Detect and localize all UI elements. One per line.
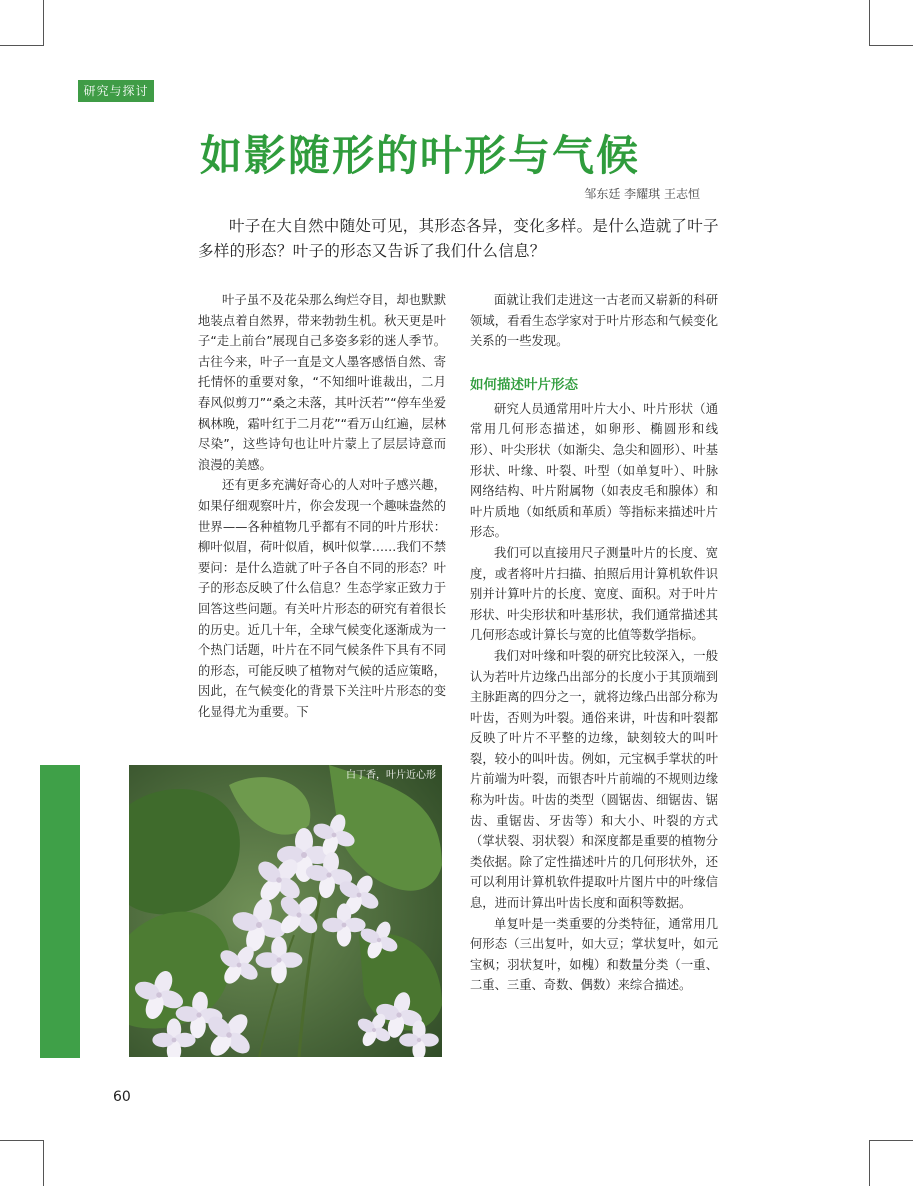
- lilac-illustration: [129, 765, 442, 1057]
- crop-mark: [869, 1140, 913, 1141]
- right-column: [470, 290, 718, 996]
- article-title: 如影随形的叶形与气候: [200, 131, 641, 180]
- decorative-green-bar: [40, 765, 80, 1058]
- crop-mark: [869, 1140, 870, 1186]
- paragraph: 面就让我们走进这一古老而又崭新的科研领域，看看生态学家对于叶片形态和气候变化关系的一些发现。: [470, 293, 718, 349]
- paragraph: 还有更多充满好奇心的人对叶子感兴趣，如果仔细观察叶片，你会发现一个趣味盎然的世界——各种植物几乎都有不同的叶片形状：柳叶似眉，荷叶似盾，枫叶似掌……我们不禁要问：是什么造就了叶子各自不同的形态？叶子的形态反映了什么信息？生态学家正致力于回答这些问题。有关叶片形态的研究有着很长的历史。近几十年，全球气候变化逐渐成为一个热门话题，叶片在不同气候条件下具有不同的形态，可能反映了植物对气候的适应策略，因此，在气候变化的背景下关注叶片形态的变化显得尤为重要。下: [198, 478, 446, 719]
- crop-mark: [43, 1140, 44, 1186]
- article-lead: 叶子在大自然中随处可见，其形态各异，变化多样。是什么造就了叶子多样的形态？叶子的形态又告诉了我们什么信息？: [198, 217, 719, 260]
- crop-mark: [869, 45, 913, 46]
- paragraph: 我们可以直接用尺子测量叶片的长度、宽度，或者将叶片扫描、拍照后用计算机软件识别并计算叶片的长度、宽度、面积。对于叶片形状、叶尖形状和叶基形状，我们通常描述其几何形态或计算长与宽的比值等数学指标。: [470, 545, 718, 643]
- paragraph: 叶子虽不及花朵那么绚烂夺目，却也默默地装点着自然界，带来勃勃生机。秋天更是叶子“走上前台”展现自己多姿多彩的迷人季节。古往今来，叶子一直是文人墨客感悟自然、寄托情怀的重要对象，“不知细叶谁裁出，二月春风似剪刀”“桑之未落，其叶沃若”“停车坐爱枫林晚，霜叶红于二月花”“看万山红遍，层林尽染”，这些诗句也让叶片蒙上了层层诗意而浪漫的美感。: [198, 293, 446, 472]
- section-subheading: 如何描述叶片形态: [470, 376, 578, 393]
- left-column: [198, 290, 446, 722]
- lilac-photo: [129, 765, 442, 1057]
- paragraph: 我们对叶缘和叶裂的研究比较深入，一般认为若叶片边缘凸出部分的长度小于其顶端到主脉距离的四分之一，就将边缘凸出部分称为叶齿，否则为叶裂。通俗来讲，叶齿和叶裂都反映了叶片不平整的边缘，缺刻较大的叫叶裂，较小的叫叶齿。例如，元宝枫手掌状的叶片前端为叶裂，而银杏叶片前端的不规则边缘称为叶齿。叶齿的类型（圆锯齿、细锯齿、锯齿、重锯齿、牙齿等）和大小、叶裂的方式（掌状裂、羽状裂）和深度都是重要的植物分类依据。除了定性描述叶片的几何形状外，还可以利用计算机软件提取叶片图片中的叶缘信息，进而计算出叶齿长度和面积等数据。: [470, 648, 718, 911]
- crop-mark: [0, 45, 44, 46]
- crop-mark: [43, 0, 44, 46]
- paragraph: 研究人员通常用叶片大小、叶片形状（通常用几何形态描述，如卵形、椭圆形和线形）、叶尖形状（如渐尖、急尖和圆形）、叶基形状、叶缘、叶裂、叶型（如单复叶）、叶脉网络结构、叶片附属物（如表皮毛和腺体）和叶片质地（如纸质和革质）等指标来描述叶片形态。: [470, 401, 718, 540]
- crop-mark: [869, 0, 870, 46]
- paragraph: 单复叶是一类重要的分类特征，通常用几何形态（三出复叶，如大豆；掌状复叶，如元宝枫；羽状复叶，如槐）和数量分类（一重、二重、三重、奇数、偶数）来综合描述。: [470, 916, 718, 993]
- article-authors: 邹东廷 李耀琪 王志恒: [584, 187, 700, 201]
- photo-caption: 白丁香，叶片近心形: [346, 770, 436, 781]
- section-tag: 研究与探讨: [78, 80, 154, 102]
- page-number: 60: [113, 1089, 131, 1105]
- crop-mark: [0, 1140, 44, 1141]
